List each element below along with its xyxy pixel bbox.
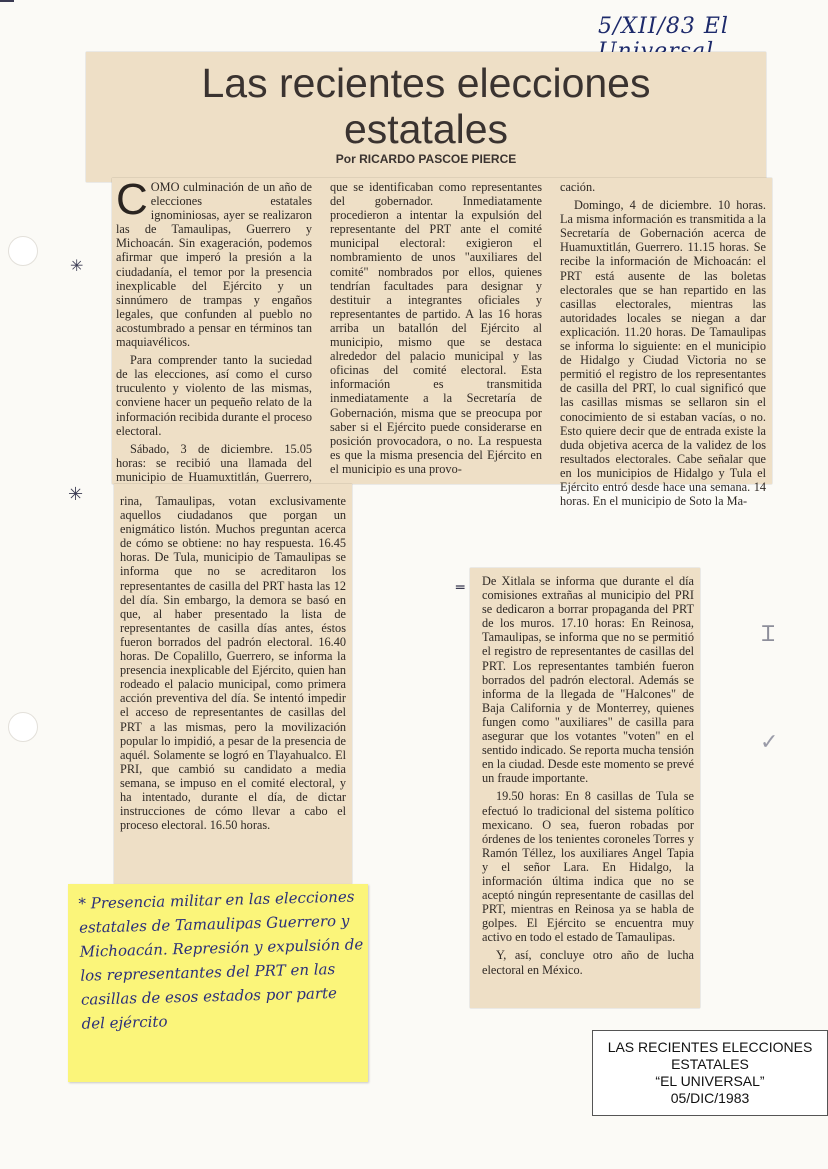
article-byline: Por RICARDO PASCOE PIERCE <box>335 152 517 166</box>
caption-line-source: “EL UNIVERSAL” <box>655 1073 765 1089</box>
caption-line-date: 05/DIC/1983 <box>670 1090 750 1106</box>
clipping-header <box>86 52 766 182</box>
paragraph: rina, Tamaulipas, votan exclusivamente aquellos ciudadanos que porgan un enigmático listón. Muchos preguntan acerca de cómo se obtiene: no hay respuesta. 16.45 horas. De Tula, municipio de Tamaulipas se informa que no se acreditaron los representantes de casilla del PRT hasta las 12 del día. Sin embargo, la demora se basó en que, al haber presentado la lista de representantes de casilla días antes, éstos fueron borrados del padrón electoral. 16.40 horas. De Copalillo, Guerrero, se informa la presencia inexplicable del Ejército, quien han rodeado el palacio municipal, como primera acción preventiva del día. Se intentó impedir el acceso de representantes de casillas del PRT a las mismas, pero la movilización popular lo impidió, a pesar de la presencia de aquél. Solamente se logró en Tlayahualco. El PRI, que cambió su candidato a media semana, se impuso en el comité electoral, y ha intentado, durante el día, de dictar instrucciones de cómo llevar a cabo el proceso electoral. 16.50 horas. <box>120 494 346 833</box>
caption-line-title: LAS RECIENTES ELECCIONES <box>607 1039 813 1055</box>
clipping-top-columns <box>112 175 772 509</box>
roman-numeral-mark-icon: Ɪ <box>762 622 775 647</box>
check-mark-icon: ✓ <box>760 730 779 755</box>
headline-line-1: Las recientes elecciones <box>201 60 651 106</box>
article-headline <box>86 60 766 152</box>
handwritten-date-annotation: 5/XII/83 El <box>598 14 729 39</box>
paragraph: 19.50 horas: En 8 casillas de Tula se efectuó lo tradicional del sistema político mexicano. O sea, fueron robadas por órdenes de los tenientes coroneles Torres y Ramón Téllez, los auxiliares Angel Tapia y el señor Lara. En Hidalgo, la información última indica que no se aceptó ningún representante de casillas del PRT, mientras en Reinosa ya se habla de golpes. El Ejército se encuentra muy activo en todo el estado de Tamaulipas. <box>482 789 694 945</box>
sticky-note-text: * Presencia militar en las elecciones estatales de Tamaulipas Guerrero y Michoacán. Represión y expulsión de los representantes del PRT en las casillas de esos estados por parte del ejército <box>78 887 364 1033</box>
article-column-4 <box>120 494 346 882</box>
paragraph: De Xitlala se informa que durante el día comisiones extrañas al municipio del PRI se dedicaron a borrar propaganda del PRT de los muros. 17.10 horas: En Reinosa, Tamaulipas, se informa que no se permitió el registro de representantes de casillas del PRT. Los representantes también fueron borrados del padrón electoral. Además se informa de la llegada de "Halcones" de Baja California y de Monterrey, quienes fungen como "auxiliares" de casilla para asegurar que los votantes "voten" en el sentido indicado. Se reporta mucha tensión en la ciudad. Desde este momento se prevé un fraude importante. <box>482 574 694 786</box>
sticky-note <box>68 884 368 1082</box>
binder-hole-bottom <box>8 712 38 742</box>
dash-mark-icon <box>0 0 14 2</box>
article-column-5 <box>482 574 694 1006</box>
article-column-1 <box>116 175 312 484</box>
paragraph: Y, así, concluye otro año de lucha electoral en México. <box>482 948 694 977</box>
paragraph: Sábado, 3 de diciembre. 15.05 horas: se recibió una llamada del municipio de Huamuxtitlán, Guerrero, <box>116 441 312 484</box>
drop-cap: C <box>116 175 148 224</box>
equals-mark-icon: ═ <box>456 580 465 596</box>
binder-hole-top <box>8 236 38 266</box>
paragraph: OMO culminación de un año de elecciones estatales ignominiosas, ayer se realizaron las de Tamaulipas, Guerrero y Michoacán. Sin exageración, podemos afirmar que imperó la presión a la ciudadanía, el temor por la presencia inexplicable del Ejército y un sinnúmero de trampas y engaños legales, que confunden al pueblo no acostumbrado a pensar en términos tan maquiavélicos. <box>116 180 312 350</box>
headline-line-2: estatales <box>343 106 509 152</box>
caption-line-title-cont: ESTATALES <box>671 1056 749 1072</box>
asterisk-mark-icon: ✳ <box>68 484 84 505</box>
clipping-middle-left <box>114 484 352 884</box>
archive-caption-box <box>592 1030 828 1116</box>
clipping-middle-right <box>470 568 700 1008</box>
paragraph: que se identificaban como representantes del gobernador. Inmediatamente procedieron a intentar la expulsión del representante del PRT ante el comité municipal electoral: exigieron el nombramiento de unos "auxiliares del comité" nombrados por ellos, quienes tendrían facultades para designar y destituir a integrantes oficiales y representantes de partido. A las 16 horas arriba un batallón del Ejército al municipio, mismo que se destaca alrededor del palacio municipal y las oficinas del comité electoral. Esta información es transmitida inmediatamente a la Secretaría de Gobernación, misma que se preocupa por saber si el Ejército puede considerarse en posición provocadora, o no. La respuesta es que la misma presencia del Ejército en el municipio es una provo- <box>330 180 542 476</box>
asterisk-mark-icon: ✳ <box>70 256 84 275</box>
paragraph: Para comprender tanto la suciedad de las elecciones, así como el curso truculento y violento de las mismas, conviene hacer un pequeño relato de la información recibida durante el proceso electoral. <box>116 353 312 438</box>
article-column-2 <box>330 180 542 482</box>
article-column-3 <box>560 180 766 509</box>
paragraph: cación. <box>560 180 596 194</box>
paragraph: Domingo, 4 de diciembre. 10 horas. La misma información es transmitida a la Secretaría de Gobernación acerca de Huamuxtitlán, Guerrero. 11.15 horas. Se recibe la información de Michoacán: el PRT está ausente de las boletas electorales que se han repartido en las casillas electorales, mientras las autoridades locales se niegan a dar explicación. 11.20 horas. De Tamaulipas se informa lo siguiente: en el municipio de Hidalgo y Ciudad Victoria no se permitió el registro de los representantes de casilla del PRT, lo cual significó que las casillas mismas se sellaron sin el conocimiento de si estaban vacías, o no. Esto quiere decir que de entrada existe la duda objetiva acerca de la validez de los resultados electorales. Cabe señalar que en los municipios de Hidalgo y Tula el Ejército entró desde hace una semana. 14 horas. En el municipio de Soto la Ma- <box>560 198 766 509</box>
